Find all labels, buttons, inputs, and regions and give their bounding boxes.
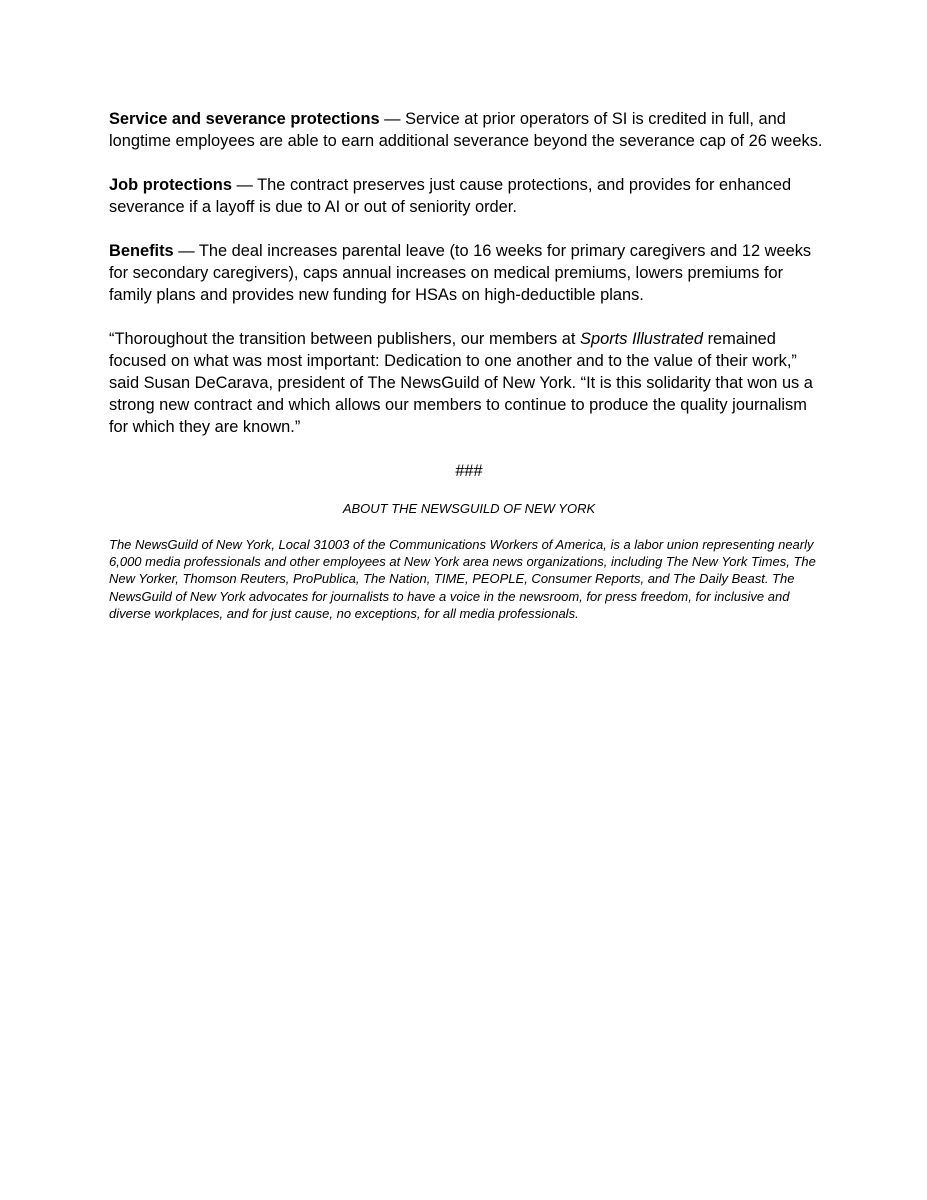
publication-name: Sports Illustrated [580, 330, 704, 348]
paragraph-text: — The deal increases parental leave (to 16 weeks for primary caregivers and 12 weeks for secondary caregivers), caps annual increases on medical premiums, lowers premiums for family plans and provides new funding for HSAs on high-deductible plans. [109, 242, 812, 304]
document-page [109, 108, 829, 622]
benefits-paragraph [109, 240, 829, 306]
quote-text-before: “Thoroughout the transition between publishers, our members at [109, 330, 581, 348]
about-heading: ABOUT THE NEWSGUILD OF NEW YORK [342, 501, 596, 516]
service-severance-paragraph [109, 108, 829, 152]
paragraph-lead: Benefits [109, 242, 174, 260]
job-protections-paragraph [109, 174, 829, 218]
about-body: The NewsGuild of New York, Local 31003 of the Communications Workers of America, is a labor union representing nearly 6,000 media professionals and other employees at New York area news organizations, including The New York Times, The New Yorker, Thomson Reuters, ProPublica, The Nation, TIME, PEOPLE, Consumer Reports, and The Daily Beast. The NewsGuild of New York advocates for journalists to have a voice in the newsroom, for press freedom, for inclusive and diverse workplaces, and for just cause, no exceptions, for all media professionals. [109, 537, 816, 621]
paragraph-lead: Service and severance protections [109, 110, 380, 128]
quote-text-after: remained focused on what was most important: Dedication to one another and to the value of their work,” said Susan DeCarava, president of The NewsGuild of New York. “It is this solidarity that won us a strong new contract and which allows our members to continue to produce the quality journalism for which they are known.” [109, 330, 813, 436]
quote-paragraph [109, 328, 829, 438]
paragraph-text: — The contract preserves just cause protections, and provides for enhanced severance if a layoff is due to AI or out of seniority order. [109, 176, 792, 216]
section-separator: ### [455, 462, 483, 480]
paragraph-lead: Job protections [109, 176, 232, 194]
paragraph-text: — Service at prior operators of SI is credited in full, and longtime employees are able to earn additional severance beyond the severance cap of 26 weeks. [109, 110, 823, 150]
